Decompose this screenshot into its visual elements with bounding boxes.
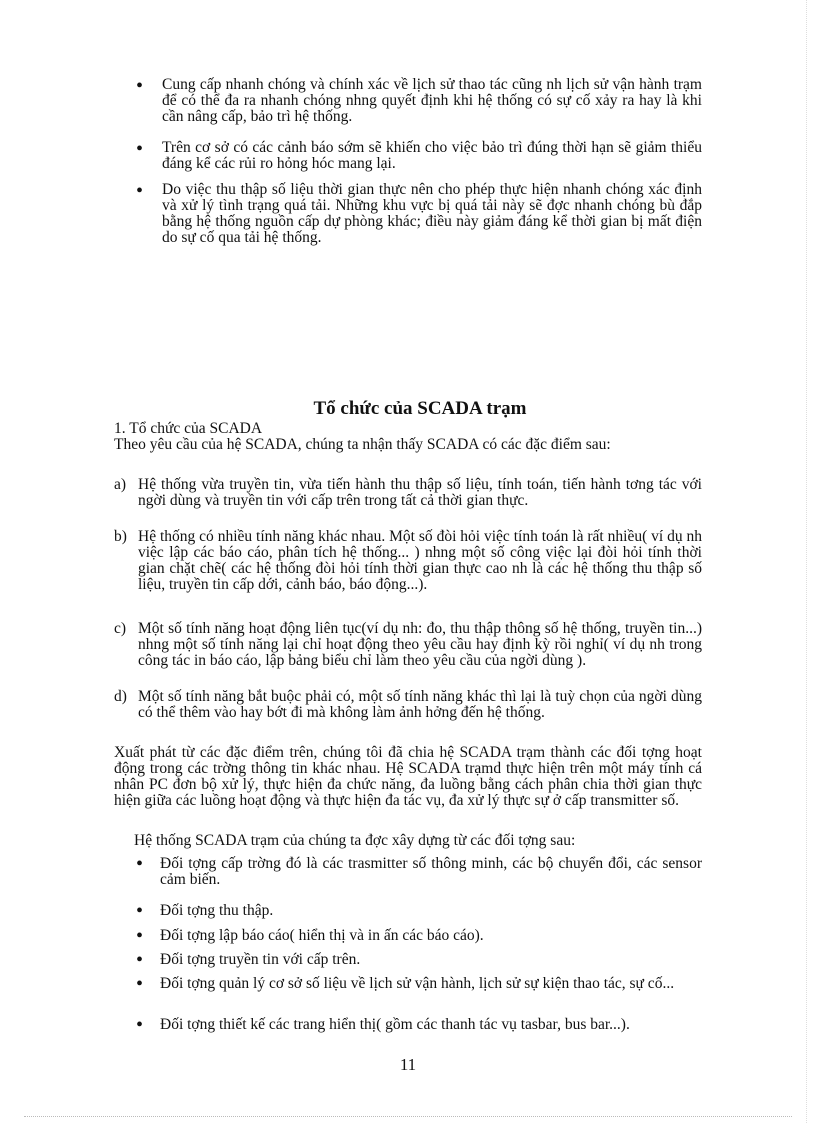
- top-bullet-3: Do việc thu thập số liệu thời gian thực nên cho phép thực hiện nhanh chóng xác định và xử lý tình trạng quá tải. Những khu vực bị quá tải này sẽ đợc nhanh chóng bù đắp bằng hệ thống nguồn cấp dự phòng khác; điều này giảm đáng kể thời gian bị mất điện do sự cố qua tải hệ thống.: [162, 181, 702, 246]
- objects-intro: Hệ thống SCADA trạm của chúng ta đợc xây dựng từ các đối tợng sau:: [134, 832, 576, 849]
- feature-label-c: c): [114, 620, 127, 637]
- page-bottom-border: [24, 1116, 792, 1117]
- object-item: Đối tợng thu thập.: [160, 902, 274, 919]
- object-item: Đối tợng lập báo cáo( hiển thị và in ấn các báo cáo).: [160, 927, 484, 944]
- sub-heading: 1. Tổ chức của SCADA: [114, 420, 263, 437]
- feature-label-d: d): [114, 688, 127, 705]
- bullet-icon: •: [136, 138, 144, 160]
- feature-c: Một số tính năng hoạt động liên tục(ví dụ nh: đo, thu thập thông số hệ thống, truyền tin...) nhng một số tính năng lại chỉ hoạt động theo yêu cầu hay định kỳ rồi nghỉ( ví dụ nh trong công tác in báo cáo, lập bảng biểu chỉ làm theo yêu cầu của ngời dùng ).: [138, 620, 702, 669]
- bullet-icon: •: [136, 925, 144, 947]
- feature-label-a: a): [114, 476, 127, 493]
- feature-b: Hệ thống có nhiều tính năng khác nhau. Một số đòi hỏi việc tính toán là rất nhiều( ví dụ nh việc lập các báo cáo, phân tích hệ thống... ) nhng một số công việc lại đòi hỏi tính thời gian chặt chẽ( các hệ thống đòi hỏi tính thời gian thực cao nh là các hệ thống thu thập số liệu, truyền tin cấp dới, cảnh báo, báo động...).: [138, 528, 702, 593]
- object-item: Đối tợng truyền tin với cấp trên.: [160, 951, 361, 968]
- bullet-icon: •: [136, 180, 144, 202]
- body-paragraph: Xuất phát từ các đặc điểm trên, chúng tôi đã chia hệ SCADA trạm thành các đối tợng hoạt động trong các trờng thông tin khác nhau. Hệ SCADA trạmd thực hiện trên một máy tính cá nhân PC đơn bộ xử lý, thực hiện đa chức năng, đa luồng bằng cách phân chia thời gian thực hiện giữa các luồng hoạt động và thực hiện đa tác vụ, đa xử lý thực sự ở cấp transmitter số.: [114, 744, 702, 809]
- bullet-icon: •: [136, 1014, 144, 1036]
- top-bullet-2: Trên cơ sở có các cảnh báo sớm sẽ khiến cho việc bảo trì đúng thời hạn sẽ giảm thiểu đáng kể các rủi ro hỏng hóc mang lại.: [162, 139, 702, 172]
- bullet-icon: •: [136, 900, 144, 922]
- top-bullet-1: Cung cấp nhanh chóng và chính xác về lịch sử thao tác cũng nh lịch sử vận hành trạm để có thể đa ra nhanh chóng nhng quyết định khi hệ thống có sự cố xảy ra hay là khi cần nâng cấp, bảo trì hệ thống.: [162, 76, 702, 125]
- bullet-icon: •: [136, 75, 144, 97]
- feature-d: Một số tính năng bắt buộc phải có, một số tính năng khác thì lại là tuỳ chọn của ngời dùng có thể thêm vào hay bớt đi mà không làm ảnh hởng đến hệ thống.: [138, 688, 702, 721]
- bullet-icon: •: [136, 949, 144, 971]
- object-item: Đối tợng cấp trờng đó là các trasmitter số thông minh, các bộ chuyển đổi, các sensor cảm biến.: [160, 855, 702, 888]
- page-right-border: [806, 0, 807, 1123]
- section-title: Tổ chức của SCADA trạm: [313, 398, 527, 419]
- object-item: Đối tợng quản lý cơ sở số liệu về lịch sử vận hành, lịch sử sự kiện thao tác, sự cố...: [160, 975, 675, 992]
- page-number: 11: [399, 1055, 417, 1074]
- feature-label-b: b): [114, 528, 127, 545]
- intro-paragraph: Theo yêu cầu của hệ SCADA, chúng ta nhận thấy SCADA có các đặc điểm sau:: [114, 436, 611, 453]
- feature-a: Hệ thống vừa truyền tin, vừa tiến hành thu thập số liệu, tính toán, tiến hành tơng tác với ngời dùng và truyền tin với cấp trên trong tất cả thời gian thực.: [138, 476, 702, 509]
- bullet-icon: •: [136, 853, 144, 875]
- object-item: Đối tợng thiết kế các trang hiển thị( gồm các thanh tác vụ tasbar, bus bar...).: [160, 1016, 630, 1033]
- bullet-icon: •: [136, 973, 144, 995]
